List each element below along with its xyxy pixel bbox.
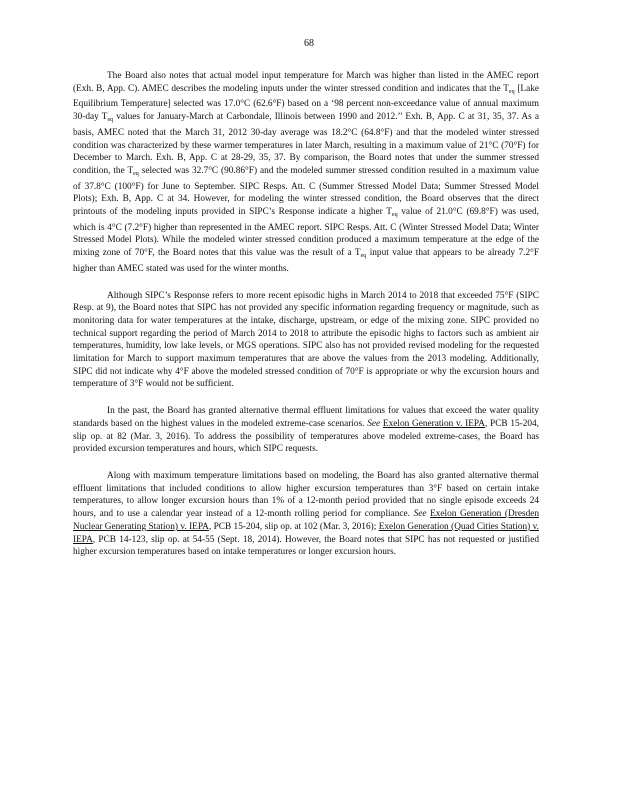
subscript-eq: eq <box>360 253 367 260</box>
text-segment: , PCB 14-123, slip op. at 54-55 (Sept. 18, 2014). However, the Board notes that SIPC has not requested or justified higher excursion temperatures based on intake temperatures or longer excursion hours. <box>73 534 539 558</box>
subscript-eq: eq <box>133 170 139 177</box>
text-segment: , PCB 15-204, slip op. at 102 (Mar. 3, 2016); <box>208 521 377 532</box>
text-segment: values for January-March at Carbondale, Illinois between 1990 and 2012.’’ Exh. B, App. C at 31, 35, 37. As a basis, AMEC noted that the March 31, 2012 30-day average was 18.2°C (64.8°F) and that the modeled winter stressed condition was characterized by these warmer temperatures in later March, resulting in a maximum value of 21°C (70°F) for December to March. Exh. B, App. C at 28-29, 35, 37. By comparison, the Board notes that under the summer stressed condition, the T <box>73 112 539 176</box>
body-text <box>73 70 539 559</box>
signal-see: See <box>367 418 381 429</box>
text-segment: The Board also notes that actual model input temperature for March was higher than listed in the AMEC report (Exh. B, App. C). AMEC describes the modeling inputs under the winter stressed condition and indicates that the T <box>73 71 539 94</box>
subscript-eq: eq <box>107 117 114 124</box>
paragraph-episodic-highs: Although SIPC’s Response refers to more recent episodic highs in March 2014 to 2018 that exceeded 75°F (SIPC Resp. at 9), the Board notes that SIPC has not provided any specific information regarding frequency or magnitude, such as monitoring data for water temperatures at the intake, discharge, upstream, or edge of the mixing zone. SIPC provided no technical support regarding the period of March 2014 to 2018 to attribute the episodic highs to factors such as ambient air temperatures, humidity, low lake levels, or MGS operations. SIPC also has not provided revised modeling for the requested limitation for March to support maximum temperatures that are above the values from the 2013 modeling. Additionally, SIPC did not indicate why 4°F above the modeled stressed condition of 70°F is appropriate or why the excursion hours and temperature of 3°F would not be sufficient. <box>73 290 539 390</box>
case-citation: Exelon Generation v. IEPA <box>382 418 485 429</box>
text-segment: In the past, the Board has granted alternative thermal effluent limitations for values that exceed the water quality standards based on the highest values in the modeled extreme-case scenarios. <box>73 406 539 429</box>
paragraph-model-input-temperature <box>73 70 539 276</box>
text-segment: [Lake Equilibrium Temperature] selected was 17.0°C (62.6°F) based on a ‘98 percent non-exceedance value of annual maximum 30-day T <box>73 83 539 123</box>
page-number: 68 <box>304 38 314 49</box>
signal-see: See <box>413 509 427 520</box>
subscript-eq: eq <box>508 88 515 95</box>
paragraph-excursion-conditions <box>73 470 539 559</box>
paragraph-past-limitations <box>73 405 539 456</box>
text-segment: value of 21.0°C (69.8°F) was used, which is 4°C (7.2°F) higher than represented in the AMEC report. SIPC Resps. Att. C (Winter Stressed Model Data; Winter Stressed Model Plots). While the modeled winter stressed condition produced a maximum temperature at the edge of the mixing zone of 70°F, the Board notes that this value was the result of a T <box>73 207 540 259</box>
text-segment: input value that appears to be already 7.2°F higher than AMEC stated was used for the winter months. <box>73 248 539 274</box>
case-citation: Exelon Generation (Quad Cities Station) v. IEPA <box>73 521 539 545</box>
case-citation: Exelon Generation (Dresden Nuclear Generating Station) v. IEPA <box>73 509 540 532</box>
text-segment: Along with maximum temperature limitations based on modeling, the Board has also granted alternative thermal effluent limitations that included conditions to allow higher excursion temperatures than 3°F based on certain intake temperatures, to allow longer excursion hours than 1% of a 12-month period provided that no single episode exceeds 24 hours, and to use a calendar year instead of a 12-month rolling period for compliance. <box>73 470 539 520</box>
text-segment: selected was 32.7°C (90.86°F) and the modeled summer stressed condition resulted in a maximum value of 37.8°C (100°F) for June to September. SIPC Resps. Att. C (Summer Stressed Model Data; Summer Stressed Model Plots); Exh. B, App. C at 34. However, for modeling the winter stressed condition, the Board observes that the direct printouts of the modeling inputs provided in SIPC’s Response indicate a higher T <box>73 165 539 218</box>
subscript-eq: eq <box>391 212 398 219</box>
text-segment: , PCB 15-204, slip op. at 82 (Mar. 3, 2016). To address the possibility of temperatures above modeled extreme-cases, the Board has provided excursion temperatures and hours, which SIPC requests. <box>73 418 540 455</box>
